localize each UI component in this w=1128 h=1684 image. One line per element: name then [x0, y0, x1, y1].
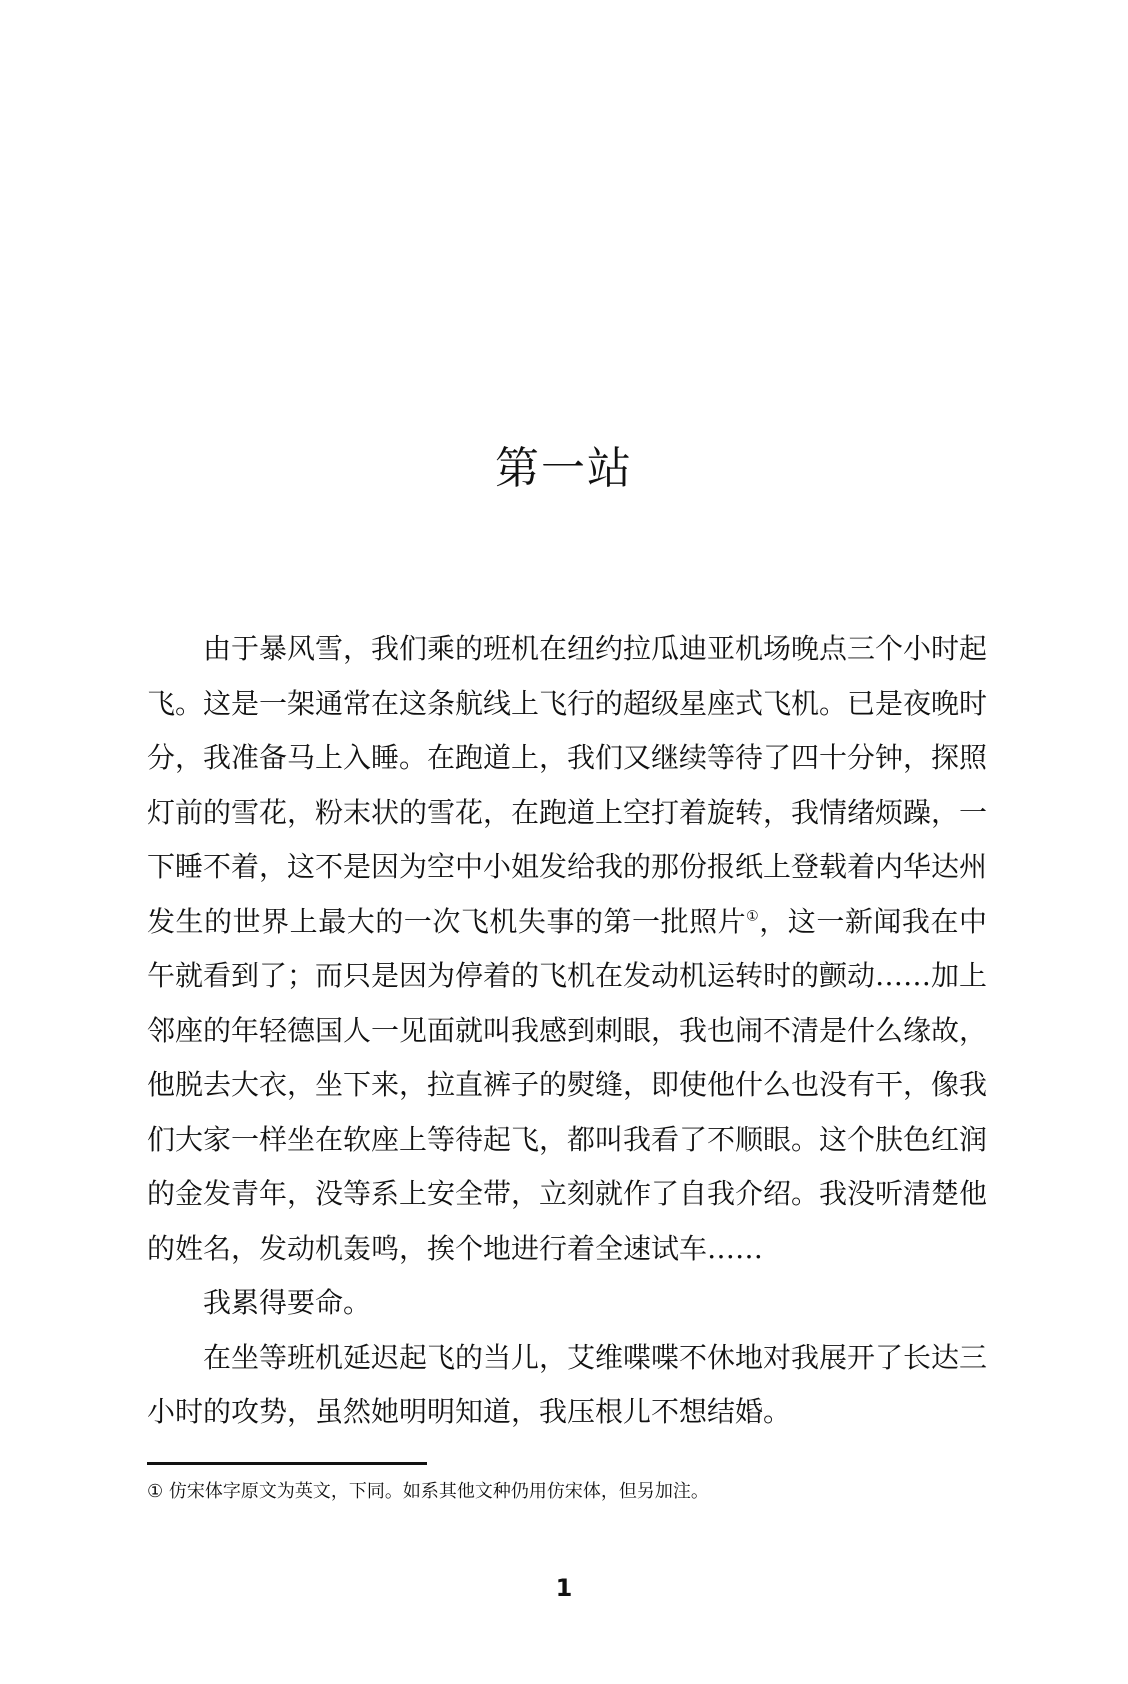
paragraph-1	[147, 622, 987, 1276]
chapter-title: 第一站	[495, 443, 633, 494]
footnote-divider	[147, 1462, 427, 1465]
paragraph-1-text-a: 由于暴风雪，我们乘的班机在纽约拉瓜迪亚机场晚点三个小时起飞。这是一架通常在这条航线上飞行的超级星座式飞机。已是夜晚时分，我准备马上入睡。在跑道上，我们又继续等待了四十分钟，探照灯前的雪花，粉末状的雪花，在跑道上空打着旋转，我情绪烦躁，一下睡不着，这不是因为空中小姐发给我的那份报纸上登载着内华达州发生的世界上最大的一次飞机失事的第一批照片	[147, 632, 988, 938]
body-text	[147, 622, 987, 1440]
paragraph-3: 在坐等班机延迟起飞的当儿，艾维喋喋不休地对我展开了长达三小时的攻势，虽然她明明知道，我压根儿不想结婚。	[147, 1340, 988, 1428]
footnote: ① 仿宋体字原文为英文，下同。如系其他文种仍用仿宋体，但另加注。	[147, 1481, 709, 1502]
paragraph-1-text-b: ，这一新闻我在中午就看到了；而只是因为停着的飞机在发动机运转时的颤动……加上邻座的年轻德国人一见面就叫我感到刺眼，我也闹不清是什么缘故，他脱去大衣，坐下来，拉直裤子的熨缝，即使他什么也没有干，像我们大家一样坐在软座上等待起飞，都叫我看了不顺眼。这个肤色红润的金发青年，没等系上安全带，立刻就作了自我介绍。我没听清楚他的姓名，发动机轰鸣，挨个地进行着全速试车……	[147, 904, 988, 1265]
footnote-marker: ①	[746, 908, 760, 925]
paragraph-2: 我累得要命。	[203, 1286, 372, 1319]
page-number: 1	[555, 1574, 573, 1602]
